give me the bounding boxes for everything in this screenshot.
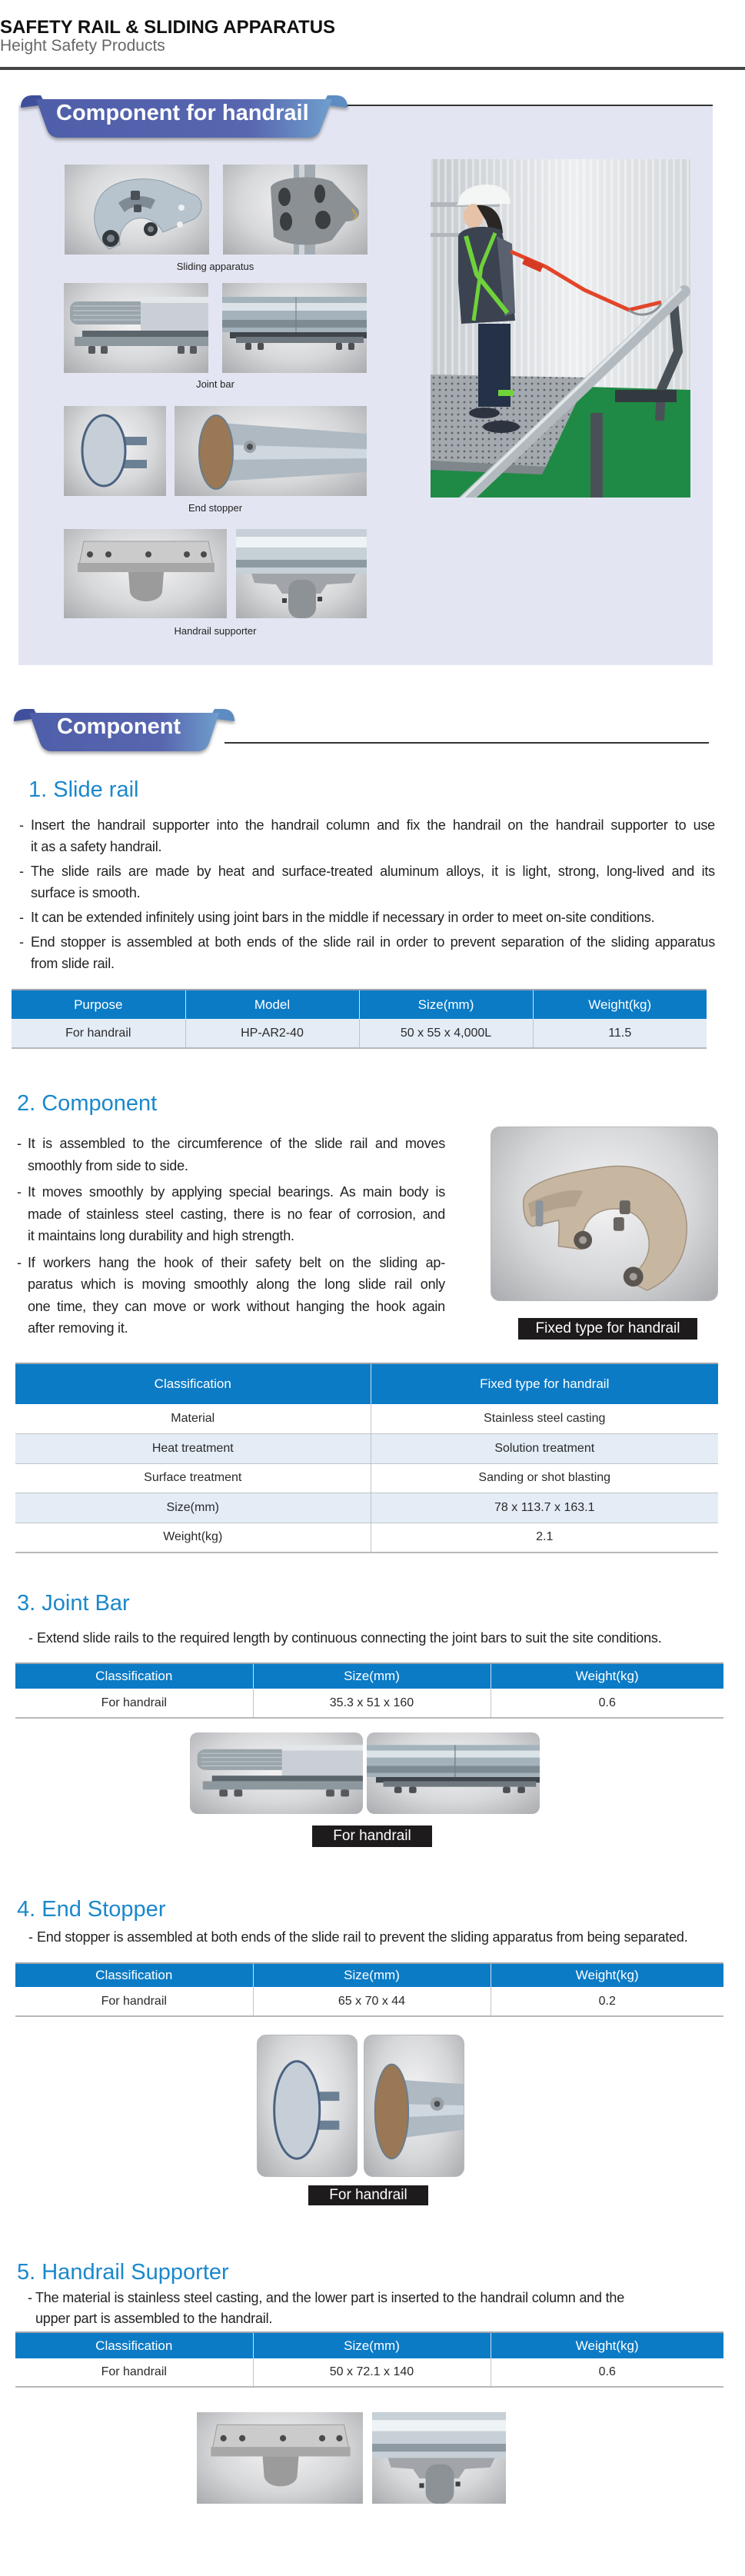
end-stopper-photo-1: [64, 406, 166, 496]
table-row: [15, 1987, 723, 2016]
table-cell: 50 x 72.1 x 140: [253, 2358, 491, 2387]
component-banner: [14, 709, 234, 755]
hs2-graphic: [372, 2412, 506, 2504]
bullet-item: [17, 1252, 445, 1340]
handrail-supporter-spec-table: [15, 2331, 723, 2388]
handrail-supporter-detail-photo-2: [372, 2412, 506, 2504]
bullet-text: [31, 814, 715, 857]
table-cell: 2.1: [371, 1523, 718, 1553]
bullet-line: surface is smooth.: [31, 885, 141, 900]
table-row: [15, 1404, 718, 1434]
column-header: Weight(kg): [491, 1963, 723, 1987]
table-body: [12, 1019, 707, 1048]
header-row: [15, 1363, 718, 1404]
bullet-line: End stopper is assembled at both ends of the slide rail in order to prevent separation of the sliding apparatus: [31, 934, 715, 950]
overview-banner-title: Component for handrail: [56, 101, 309, 125]
slide-rail-heading: 1. Slide rail: [28, 777, 139, 802]
joint-bar-detail-photo-1: [190, 1732, 363, 1814]
table-body: [15, 1987, 723, 2016]
column-header: Size(mm): [253, 2332, 491, 2358]
table-row: [15, 1493, 718, 1523]
bullet-line: The slide rails are made by heat and surface-treated aluminum alloys, it is light, strong, long-lived and its: [31, 864, 715, 879]
hs1-graphic: [197, 2412, 363, 2504]
header-divider: [0, 67, 745, 70]
handrail-supporter-description: [28, 2288, 704, 2329]
header-row: [15, 2332, 723, 2358]
handrail-supporter-heading: 5. Handrail Supporter: [17, 2260, 229, 2285]
table-cell: Size(mm): [15, 1493, 371, 1523]
page-title: SAFETY RAIL & SLIDING APPARATUS: [0, 17, 336, 38]
table-cell: 0.2: [491, 1987, 723, 2016]
component-rule: [224, 742, 709, 744]
column-header: Size(mm): [253, 1963, 491, 1987]
table-cell: HP-AR2-40: [185, 1019, 359, 1048]
table-body: [15, 2358, 723, 2387]
bullet-line: It can be extended infinitely using joint bars in the middle if necessary in order to meet on-site conditions.: [31, 910, 655, 925]
table-body: [15, 1689, 723, 1718]
table-cell: 0.6: [491, 2358, 723, 2387]
bullet-text: [37, 1926, 740, 1948]
end-stopper-photo-2: [175, 406, 367, 496]
end-stopper-spec-table: [15, 1962, 723, 2017]
end2t-graphic: [364, 2035, 464, 2176]
bullet-line: If workers hang the hook of their safety belt on the sliding ap-: [28, 1254, 445, 1270]
bullet-item: [17, 1181, 445, 1247]
bullet-item: [19, 814, 715, 857]
end1t-graphic: [258, 2035, 357, 2176]
header-row: [15, 1663, 723, 1689]
table-cell: 0.6: [491, 1689, 723, 1718]
bullet-item: [19, 860, 715, 904]
end-stopper-description: [28, 1926, 740, 1948]
worker-on-handrail-photo: [431, 159, 690, 498]
slide1-graphic: [65, 165, 209, 255]
bullet-line: smoothly from side to side.: [28, 1157, 188, 1173]
panel-top-rule: [336, 105, 713, 106]
bullet-marker: -: [19, 934, 24, 950]
bullet-line: Extend slide rails to the required length by continuous connecting the joint bars to suit the site conditions.: [37, 1630, 662, 1646]
sliding-apparatus-spec-table: [15, 1363, 718, 1553]
end-stopper-detail-photo-1: [257, 2035, 358, 2177]
bullet-marker: -: [17, 1136, 22, 1151]
bullet-item: [17, 1133, 445, 1177]
table-header: [15, 1663, 723, 1689]
bullet-marker: -: [28, 2290, 32, 2305]
slide-rail-description: [19, 814, 715, 974]
end-stopper-caption: End stopper: [188, 502, 243, 514]
hs2-graphic: [236, 529, 367, 618]
table-header: [15, 2332, 723, 2358]
bullet-marker: -: [19, 817, 24, 833]
table-header: [12, 990, 707, 1019]
sliding-apparatus-photo-1: [65, 165, 209, 255]
table-cell: For handrail: [15, 2358, 253, 2387]
bullet-marker: -: [17, 1184, 22, 1200]
header-row: [15, 1963, 723, 1987]
bullet-text: [35, 2288, 704, 2329]
sliding-apparatus-description: [17, 1133, 445, 1340]
bullet-line: it as a safety handrail.: [31, 839, 162, 854]
bullet-line: paratus which is moving smoothly along the long slide rail only: [28, 1276, 445, 1292]
page-subtitle: Height Safety Products: [0, 37, 165, 55]
joint-bar-photo-2: [222, 283, 367, 373]
bullet-line: after removing it.: [28, 1320, 128, 1336]
bullet-line: It moves smoothly by applying special bearings. As main body is: [28, 1184, 445, 1200]
overview-banner: [21, 95, 348, 141]
table-cell: 35.3 x 51 x 160: [253, 1689, 491, 1718]
joint-bar-detail-photo-2: [367, 1732, 540, 1814]
column-header: Weight(kg): [533, 990, 707, 1019]
bullet-item: [19, 907, 715, 928]
table-cell: Heat treatment: [15, 1434, 371, 1464]
table-cell: 65 x 70 x 44: [253, 1987, 491, 2016]
bullet-item: [28, 1926, 740, 1948]
bullet-line: from slide rail.: [31, 956, 115, 971]
column-header: Size(mm): [359, 990, 533, 1019]
column-header: Weight(kg): [491, 1663, 723, 1689]
bullet-line: one time, they can move or work without hanging the hook again: [28, 1298, 445, 1314]
fixed-type-sliding-apparatus-photo: [491, 1127, 718, 1301]
column-header: Purpose: [12, 990, 185, 1019]
table-cell: For handrail: [12, 1019, 185, 1048]
table-cell: 78 x 113.7 x 163.1: [371, 1493, 718, 1523]
bullet-marker: -: [19, 864, 24, 879]
end1-graphic: [64, 406, 166, 496]
bullet-text: [37, 1627, 736, 1649]
table-cell: Solution treatment: [371, 1434, 718, 1464]
table-cell: For handrail: [15, 1689, 253, 1718]
bullet-item: [28, 1627, 736, 1649]
bullet-text: [31, 931, 715, 974]
joint-bar-caption: Joint bar: [196, 378, 234, 390]
joint2-graphic: [222, 283, 367, 373]
slide-rail-spec-table: [12, 989, 707, 1049]
table-row: [15, 1434, 718, 1464]
table-header: [15, 1963, 723, 1987]
table-cell: 50 x 55 x 4,000L: [359, 1019, 533, 1048]
bullet-line: End stopper is assembled at both ends of the slide rail to prevent the sliding apparatus from being separated.: [37, 1929, 688, 1945]
worker-graphic: [431, 159, 690, 498]
table-body: [15, 1404, 718, 1553]
column-header: Weight(kg): [491, 2332, 723, 2358]
bullet-text: [28, 1252, 445, 1340]
bullet-text: [28, 1181, 445, 1247]
bullet-line: It is assembled to the circumference of the slide rail and moves: [28, 1136, 445, 1151]
bullet-line: made of stainless steel casting, there is no fear of corrosion, and: [28, 1206, 445, 1222]
column-header: Classification: [15, 1663, 253, 1689]
joint-bar-photo-1: [64, 283, 208, 373]
table-cell: Weight(kg): [15, 1523, 371, 1553]
bullet-item: [19, 931, 715, 974]
table-row: [15, 1689, 723, 1718]
bullet-line: Insert the handrail supporter into the handrail column and fix the handrail on the handrail supporter to use: [31, 817, 715, 833]
table-cell: Material: [15, 1404, 371, 1434]
handrail-supporter-caption: Handrail supporter: [174, 625, 257, 637]
joint-bar-spec-table: [15, 1662, 723, 1719]
table-row: [15, 1523, 718, 1553]
bullet-text: [31, 907, 715, 928]
bullet-marker: -: [19, 910, 24, 925]
table-row: [12, 1019, 707, 1048]
sliding-apparatus-photo-2: [223, 165, 368, 255]
end-stopper-detail-photo-2: [364, 2035, 464, 2177]
joint2-graphic: [367, 1732, 540, 1814]
joint1-graphic: [64, 283, 208, 373]
bullet-line: The material is stainless steel casting, and the lower part is inserted to the handrail column and the: [35, 2290, 625, 2305]
sliding-apparatus-heading: 2. Component: [17, 1091, 158, 1116]
header-row: [12, 990, 707, 1019]
bullet-marker: -: [28, 1630, 33, 1646]
bullet-text: [31, 860, 715, 904]
table-cell: Sanding or shot blasting: [371, 1463, 718, 1493]
column-header: Model: [185, 990, 359, 1019]
table-row: [15, 2358, 723, 2387]
handrail-supporter-photo-1: [64, 529, 227, 618]
column-header: Classification: [15, 2332, 253, 2358]
table-cell: Surface treatment: [15, 1463, 371, 1493]
bullet-item: [28, 2288, 704, 2329]
table-cell: Stainless steel casting: [371, 1404, 718, 1434]
joint-bar-photo-caption: For handrail: [312, 1825, 432, 1847]
bullet-line: it maintains long durability and high strength.: [28, 1228, 294, 1243]
handrail-supporter-detail-photo-1: [197, 2412, 363, 2504]
joint1-graphic: [190, 1732, 363, 1814]
sliding-apparatus-caption: Sliding apparatus: [176, 261, 254, 272]
hs1-graphic: [64, 529, 227, 618]
table-header: [15, 1363, 718, 1404]
bullet-marker: -: [28, 1929, 33, 1945]
column-header: Classification: [15, 1363, 371, 1404]
end-stopper-heading: 4. End Stopper: [17, 1897, 166, 1922]
joint-bar-heading: 3. Joint Bar: [17, 1591, 130, 1616]
bullet-line: upper part is assembled to the handrail.: [35, 2311, 273, 2326]
column-header: Fixed type for handrail: [371, 1363, 718, 1404]
table-row: [15, 1463, 718, 1493]
bullet-text: [28, 1133, 445, 1177]
bullet-marker: -: [17, 1254, 22, 1270]
column-header: Size(mm): [253, 1663, 491, 1689]
joint-bar-description: [28, 1627, 736, 1649]
handrail-supporter-photo-2: [236, 529, 367, 618]
table-cell: For handrail: [15, 1987, 253, 2016]
table-cell: 11.5: [533, 1019, 707, 1048]
casting-graphic: [491, 1127, 717, 1300]
slide2-graphic: [223, 165, 368, 255]
component-banner-title: Component: [57, 714, 181, 739]
column-header: Classification: [15, 1963, 253, 1987]
end-stopper-photo-caption: For handrail: [308, 2185, 428, 2205]
end2-graphic: [175, 406, 367, 496]
fixed-type-caption: Fixed type for handrail: [518, 1318, 697, 1340]
